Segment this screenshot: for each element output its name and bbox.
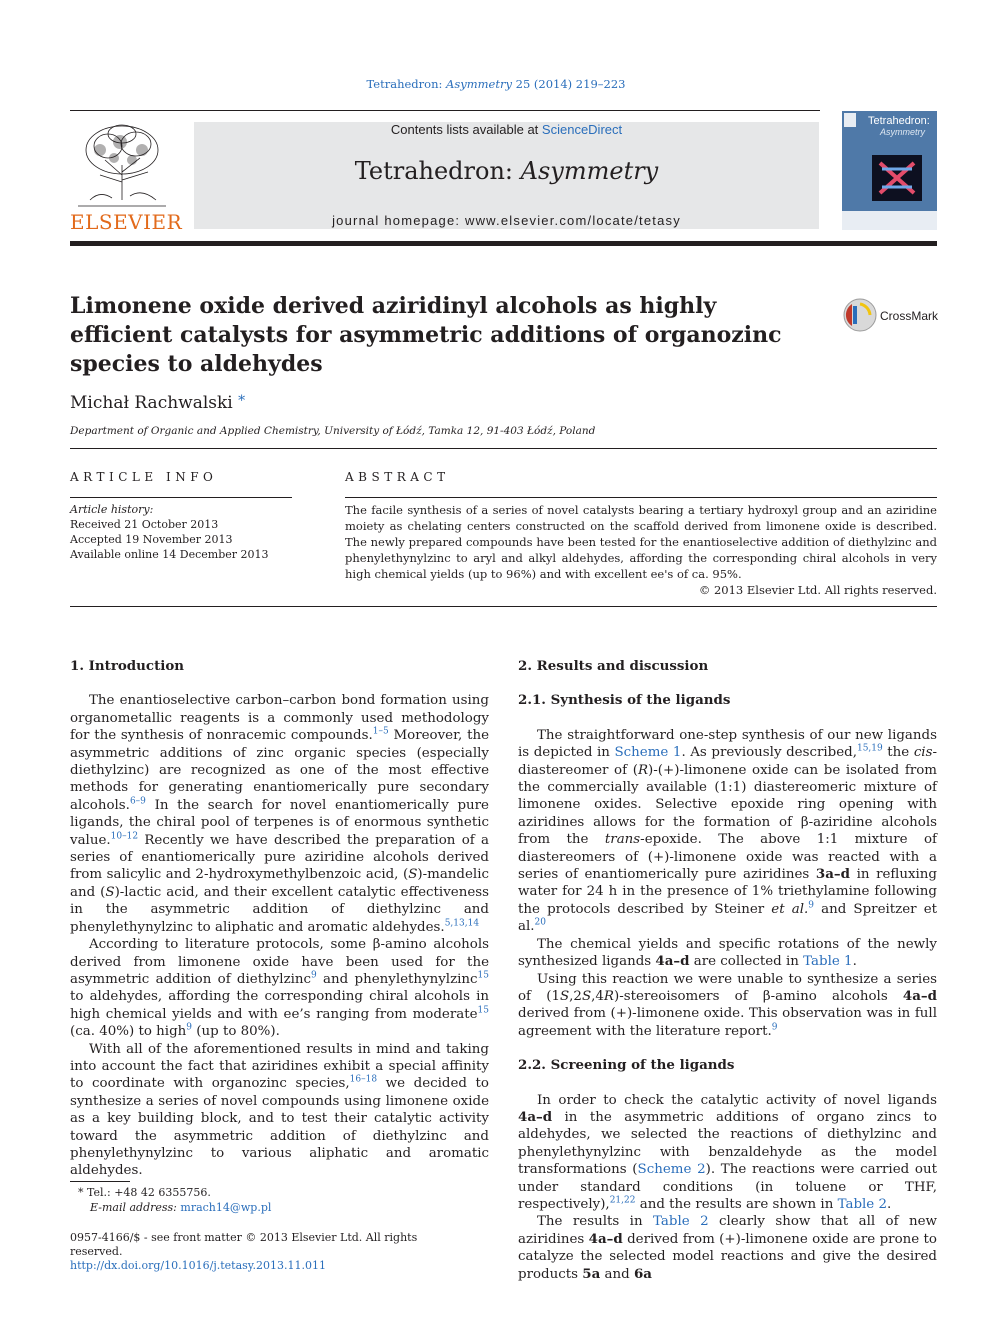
author-name: Michał Rachwalski *: [70, 393, 246, 413]
footnote-rule: [70, 1181, 130, 1182]
cover-title: Tetrahedron:: [868, 115, 930, 127]
article-history: [70, 502, 292, 562]
author-footnote: * Tel.: +48 42 6355756. E-mail address: mrach14@wp.pl: [78, 1186, 272, 1214]
info-divider: [70, 448, 937, 449]
email-label: E-mail address:: [90, 1201, 177, 1214]
body-column-left: [70, 658, 489, 1180]
section-heading-synthesis: 2.1. Synthesis of the ligands: [518, 692, 731, 709]
journal-citation[interactable]: Tetrahedron: Asymmetry 25 (2014) 219–223: [366, 77, 626, 91]
body-paragraph: With all of the aforementioned results in mind and taking into account the fact that aziridines exhibit a special affinity to coordinate with organozinc species,$^{16-18}$ we decided to synthesize a series of novel compounds using limonene oxide as a key building block, and to test their catalytic activity toward the asymmetric addition of diethylzinc and phenylethynylzinc to various aliphatic and aromatic aldehydes.: [70, 1041, 489, 1179]
header-divider: [70, 241, 937, 246]
journal-homepage[interactable]: journal homepage: www.elsevier.com/locate/tetasy: [332, 213, 681, 228]
accepted-date: Accepted 19 November 2013: [70, 533, 233, 546]
online-date: Available online 14 December 2013: [70, 548, 269, 561]
issn-line: 0957-4166/$ - see front matter © 2013 Elsevier Ltd. All rights reserved.: [70, 1231, 418, 1258]
author-email-link[interactable]: mrach14@wp.pl: [180, 1201, 272, 1214]
body-paragraph: The straightforward one-step synthesis of our new ligands is depicted in Scheme 1. As previously described,$^{15,19}$ the cis-diastereomer of (R)-(+)-limonene oxide can be isolated from the commercially available (1:1) diastereomeric mixture of limonene oxides. Selective epoxide ring opening with aziridines allows for the formation of β-aziridine alcohols from the trans-epoxide. The above 1:1 mixture of diastereomers of (+)-limonene oxide was reacted with a series of enantiomerically pure aziridines 3a–d in refluxing water for 24 h in the presence of 1% triethylamine following the protocols described by Steiner et al.$^9$ and Spreitzer et al.$^{20}$: [518, 727, 938, 935]
history-label: Article history:: [70, 503, 154, 516]
body-paragraph: The enantioselective carbon–carbon bond formation using organometallic reagents is a commonly used methodology for the synthesis of nonracemic compounds.$^{1-5}$ Moreover, the asymmetric additions of zinc organic species (especially diethylzinc) are recognized as one of the most effective methods for generating enantiomerically pure secondary alcohols.$^{6-9}$ In the search for novel enantiomerically pure ligands, the chiral pool of terpenes is of enormous synthetic value.$^{10-12}$ Recently we have described the preparation of a series of enantiomerically pure aziridine alcohols derived from salicylic and 2-hydroxymethylbenzoic acid, (S)-mandelic and (S)-lactic acid, and their excellent catalytic effectiveness in the asymmetric addition of diethylzinc and phenylethynylzinc to aliphatic and aromatic aldehydes.$^{5,13,14}$: [70, 693, 489, 935]
section-heading-screening: 2.2. Screening of the ligands: [518, 1057, 735, 1074]
doi-link[interactable]: http://dx.doi.org/10.1016/j.tetasy.2013.11.011: [70, 1259, 327, 1272]
article-info-heading: ARTICLE INFO: [70, 470, 218, 484]
body-paragraph: In order to check the catalytic activity of novel ligands 4a–d in the asymmetric additions of organo zincs to aldehydes, we selected the reactions of diethylzinc and phenylethynylzinc with benzaldehyde as the model transformations (Scheme 2). The reactions were carried out under standard conditions (in toluene or THF, respectively),$^{21,22}$ and the results are shown in Table 2.: [518, 1092, 937, 1212]
section-heading-introduction: 1. Introduction: [70, 658, 185, 674]
body-column-right: [518, 658, 937, 1283]
body-divider: [70, 606, 937, 607]
sciencedirect-link[interactable]: ScienceDirect: [541, 122, 623, 137]
body-paragraph: According to literature protocols, some β-amino alcohols derived from limonene oxide have been used for the asymmetric addition of diethylzinc$^9$ and phenylethynylzinc$^{15}$ to aldehydes, affording the corresponding chiral alcohols in high chemical yields and with ee’s ranging from moderate$^{15}$ (ca. 40%) to high$^9$ (up to 80%).: [70, 937, 489, 1040]
cover-subtitle: Asymmetry: [880, 127, 925, 137]
top-divider: [70, 110, 820, 111]
body-paragraph: The results in Table 2 clearly show that all of new aziridines 4a–d derived from (+)-limonene oxide are prone to catalyze the selected model reactions and give the desired products 5a and 6a: [518, 1214, 937, 1282]
abstract-text: The facile synthesis of a series of novel catalysts bearing a tertiary hydroxyl group and an aziridine moiety as chelating centers constructed on the scaffold derived from limonene oxide is described. The newly prepared compounds have been tested for the enantioselective addition of diethylzinc and phenylethynylzinc to aryl and alkyl aldehydes, affording the corresponding chiral alcohols in very high chemical yields (up to 96%) and with excellent ee's of ca. 95%.: [345, 503, 937, 581]
abstract-copyright: © 2013 Elsevier Ltd. All rights reserved.: [698, 583, 937, 597]
elsevier-wordmark: ELSEVIER: [70, 210, 183, 234]
article-title: Limonene oxide derived aziridinyl alcohols as highly efficient catalysts for asymmetric additions of organozinc species to aldehydes: [70, 293, 782, 377]
contents-available-line: Contents lists available at ScienceDirect: [390, 122, 623, 137]
journal-title: Tetrahedron: Asymmetry: [354, 157, 659, 185]
crossmark-label[interactable]: CrossMark: [880, 309, 939, 323]
crossmark-icon[interactable]: [843, 298, 877, 332]
author-footnote-marker[interactable]: *: [238, 393, 246, 409]
author-telephone: Tel.: +48 42 6355756.: [87, 1186, 211, 1199]
author-affiliation: Department of Organic and Applied Chemistry, University of Łódź, Tamka 12, 91-403 Łódź, Poland: [70, 425, 596, 437]
abstract-heading: ABSTRACT: [345, 470, 450, 484]
received-date: Received 21 October 2013: [70, 518, 219, 531]
abstract-rule: [345, 497, 937, 498]
section-heading-results: 2. Results and discussion: [518, 658, 709, 674]
body-paragraph: The chemical yields and specific rotations of the newly synthesized ligands 4a–d are collected in Table 1.: [518, 936, 937, 970]
body-paragraph: Using this reaction we were unable to synthesize a series of (1S,2S,4R)-stereoisomers of β-amino alcohols 4a–d derived from (+)-limonene oxide. This observation was in full agreement with the literature report.$^9$: [518, 971, 937, 1039]
issn-doi-block: [70, 1231, 470, 1273]
article-info-rule: [70, 497, 292, 498]
